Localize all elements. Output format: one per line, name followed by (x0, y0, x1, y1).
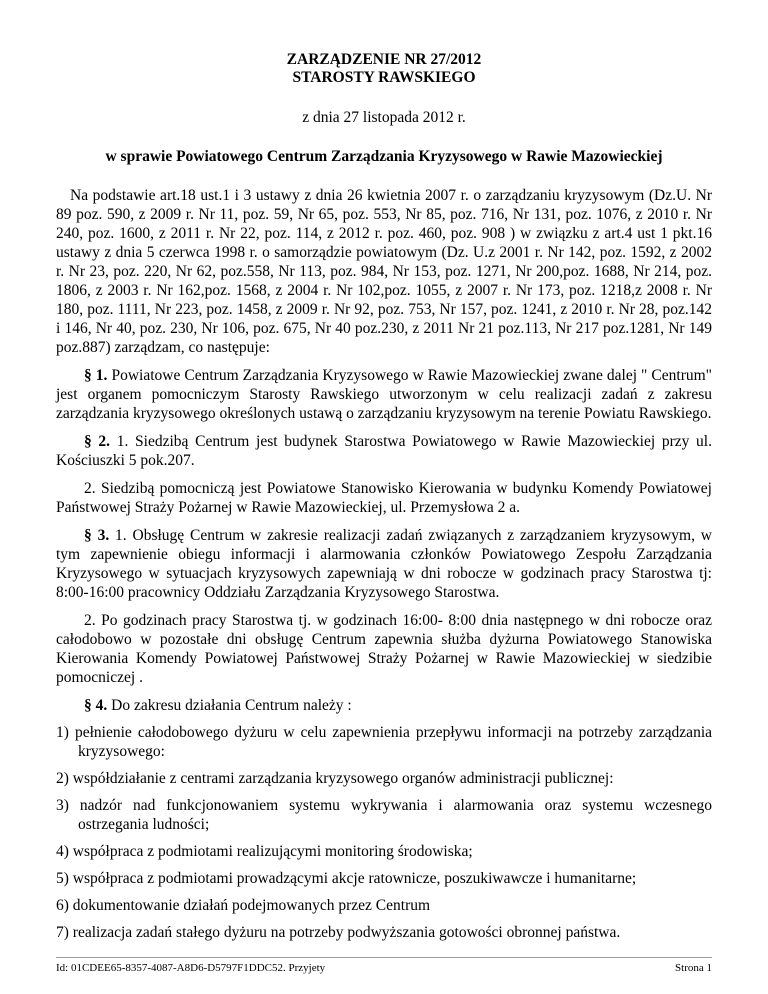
list-item: 5) współpraca z podmiotami prowadzącymi akcje ratownicze, poszukiwawcze i humanitarne; (56, 870, 637, 887)
document-issuer: STAROSTY RAWSKIEGO (292, 69, 476, 86)
section-1 (56, 366, 712, 423)
section-4-mark: § 4. (84, 697, 108, 714)
document-page (56, 0, 712, 950)
list-item: 1) pełnienie całodobowego dyżuru w celu zapewnienia przepływu informacji na potrzeby zarządzania kryzysowego: (56, 724, 713, 760)
section-4-list (56, 723, 712, 942)
section-1-mark: § 1. (84, 367, 108, 384)
document-title: ZARZĄDZENIE NR 27/2012 (286, 51, 482, 68)
page-number: Strona 1 (675, 962, 712, 974)
list-item: 3) nadzór nad funkcjonowaniem systemu wykrywania i alarmowania oraz systemu wczesnego ostrzegania ludności; (56, 797, 712, 833)
section-3-point-2: 2. Po godzinach pracy Starostwa tj. w godzinach 16:00- 8:00 dnia następnego w dni robocze oraz całodobowo w pozostałe dni obsługę Centrum zapewnia służba dyżurna Powiatowego Stanowiska Kierowania Komendy Powiatowej Państwowej Straży Pożarnej w Rawie Mazowieckiej w siedzibie pomocniczej . (56, 612, 712, 686)
section-3-point-1 (56, 526, 712, 602)
list-item: 6) dokumentowanie działań podejmowanych przez Centrum (56, 897, 431, 914)
document-subject: w sprawie Powiatowego Centrum Zarządzania Kryzysowego w Rawie Mazowieckiej (105, 148, 663, 165)
footer-divider (56, 957, 712, 958)
preamble: Na podstawie art.18 ust.1 i 3 ustawy z dnia 26 kwietnia 2007 r. o zarządzaniu kryzysowym (Dz.U. Nr 89 poz. 590, z 2009 r. Nr 11, poz. 59, Nr 65, poz. 553, Nr 85, poz. 716, Nr 131, poz. 1076, z 2010 r. Nr 240, poz. 1600, z 2011 r. Nr 22, poz. 114, z 2012 r. poz. 460, poz. 908 ) w związku z art.4 ust 1 pkt.16 ustawy z dnia 5 czerwca 1998 r. o samorządzie powiatowym (Dz. U.z 2001 r. Nr 142, poz. 1592, z 2002 r. Nr 23, poz. 220, Nr 62, poz.558, Nr 113, poz. 984, Nr 153, poz. 1271, Nr 200,poz. 1688, Nr 214, poz. 1806, z 2003 r. Nr 162,poz. 1568, z 2004 r. Nr 102,poz. 1055, z 2007 r. Nr 173, poz. 1218,z 2008 r. Nr 180, poz. 1111, Nr 223, poz. 1458, z 2009 r. Nr 92, poz. 753, Nr 157, poz. 1241, z 2010 r. Nr 28, poz.142 i 146, Nr 40, poz. 230, Nr 106, poz. 675, Nr 40 poz.230, z 2011 Nr 21 poz.113, Nr 217 poz.1281, Nr 149 poz.887) zarządzam, co następuje: (56, 187, 712, 356)
section-3-text-1: 1. Obsługę Centrum w zakresie realizacji zadań związanych z zarządzaniem kryzysowym, w tym zapewnienie obiegu informacji i alarmowania członków Powiatowego Zespołu Zarządzania Kryzysowego w sytuacjach kryzysowych zapewniają w dni robocze w godzinach pracy Starostwa tj: 8:00-16:00 pracownicy Oddziału Zarządzania Kryzysowego Starostwa. (56, 527, 712, 601)
list-item: 4) współpraca z podmiotami realizującymi monitoring środowiska; (56, 843, 473, 860)
section-3-mark: § 3. (84, 527, 110, 544)
section-4-intro-text: Do zakresu działania Centrum należy : (107, 697, 352, 714)
document-date: z dnia 27 listopada 2012 r. (302, 109, 466, 126)
section-2-point-2: 2. Siedzibą pomocniczą jest Powiatowe Stanowisko Kierowania w budynku Komendy Powiatowej Państwowej Straży Pożarnej w Rawie Mazowieckiej, ul. Przemysłowa 2 a. (56, 480, 712, 516)
section-2-point-1 (56, 432, 712, 470)
section-2-mark: § 2. (84, 433, 111, 450)
list-item: 2) współdziałanie z centrami zarządzania kryzysowego organów administracji publicznej: (56, 770, 614, 787)
section-4-intro (56, 696, 712, 715)
document-id: Id: 01CDEE65-8357-4087-A8D6-D5797F1DDC52. Przyjety (56, 962, 326, 974)
section-1-text: Powiatowe Centrum Zarządzania Kryzysowego w Rawie Mazowieckiej zwane dalej " Centrum" jest organem pomocniczym Starosty Rawskiego utworzonym w celu realizacji zadań z zakresu zarządzania kryzysowego określonych ustawą o zarządzaniu kryzysowym na terenie Powiatu Rawskiego. (56, 367, 712, 422)
section-2-text-1: 1. Siedzibą Centrum jest budynek Starostwa Powiatowego w Rawie Mazowieckiej przy ul. Kościuszki 5 pok.207. (56, 433, 712, 469)
list-item: 7) realizacja zadań stałego dyżuru na potrzeby podwyższania gotowości obronnej państwa. (56, 924, 621, 941)
